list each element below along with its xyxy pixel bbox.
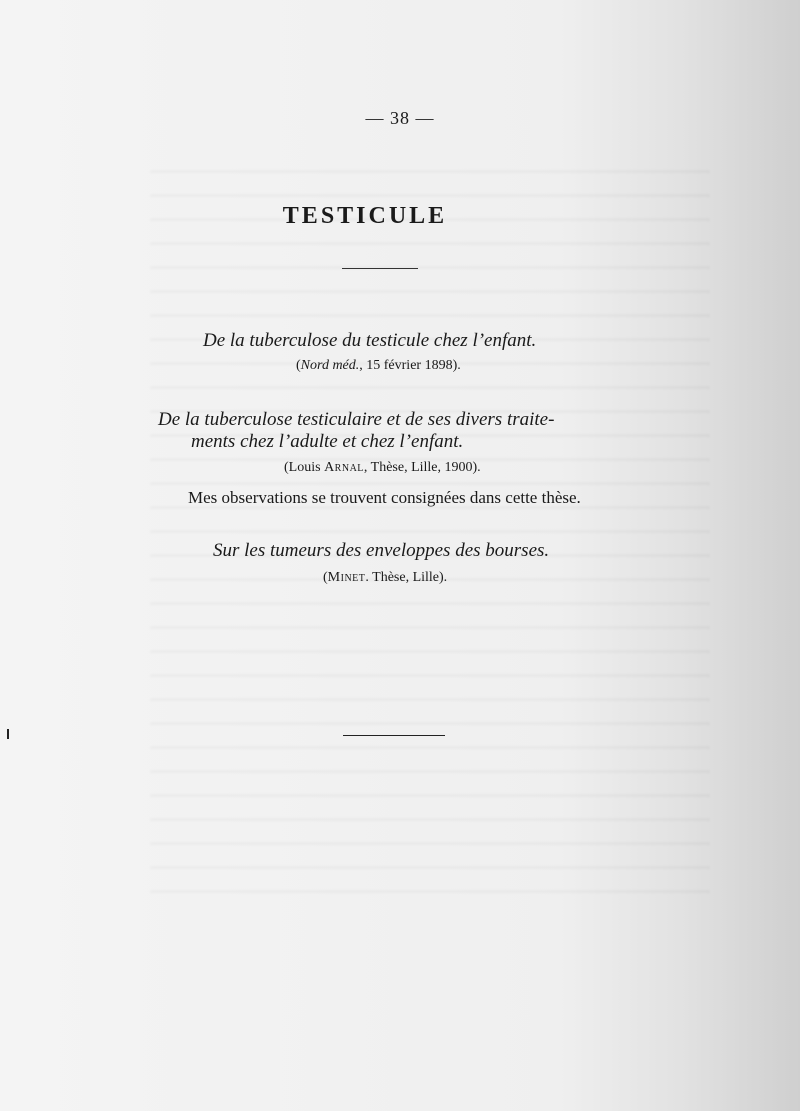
entry-1-source-rest: , 15 février 1898). bbox=[359, 358, 461, 373]
page-number: — 38 — bbox=[365, 108, 435, 128]
section-title: TESTICULE bbox=[282, 203, 448, 229]
entry-2-source bbox=[284, 459, 481, 477]
entry-3-source bbox=[323, 569, 447, 587]
end-rule bbox=[343, 735, 445, 736]
entry-3-title: Sur les tumeurs des enveloppes des bourses. bbox=[213, 540, 550, 561]
entry-1-journal: Nord méd. bbox=[300, 358, 360, 373]
entry-1-source-prefix: ( bbox=[296, 358, 301, 373]
entry-1-source bbox=[296, 357, 461, 375]
entry-3-author: Minet bbox=[327, 570, 366, 585]
entry-3-source-rest: . Thèse, Lille). bbox=[365, 570, 448, 585]
entry-1-title: De la tuberculose du testicule chez l’enfant. bbox=[203, 330, 537, 351]
entry-2-author: Arnal bbox=[324, 460, 364, 475]
entry-2-title-line-1: De la tuberculose testiculaire et de ses divers traite- bbox=[158, 409, 555, 430]
entry-2-source-prefix: (Louis bbox=[284, 460, 325, 475]
entry-2-title-line-2: ments chez l’adulte et chez l’enfant. bbox=[191, 431, 464, 452]
title-rule bbox=[342, 268, 418, 269]
margin-mark bbox=[7, 729, 9, 739]
entry-3-source-prefix: ( bbox=[323, 570, 328, 585]
entry-2-source-rest: , Thèse, Lille, 1900). bbox=[363, 460, 481, 475]
observation-note: Mes observations se trouvent consignées dans cette thèse. bbox=[188, 488, 581, 507]
bleed-through-texture bbox=[150, 150, 710, 910]
